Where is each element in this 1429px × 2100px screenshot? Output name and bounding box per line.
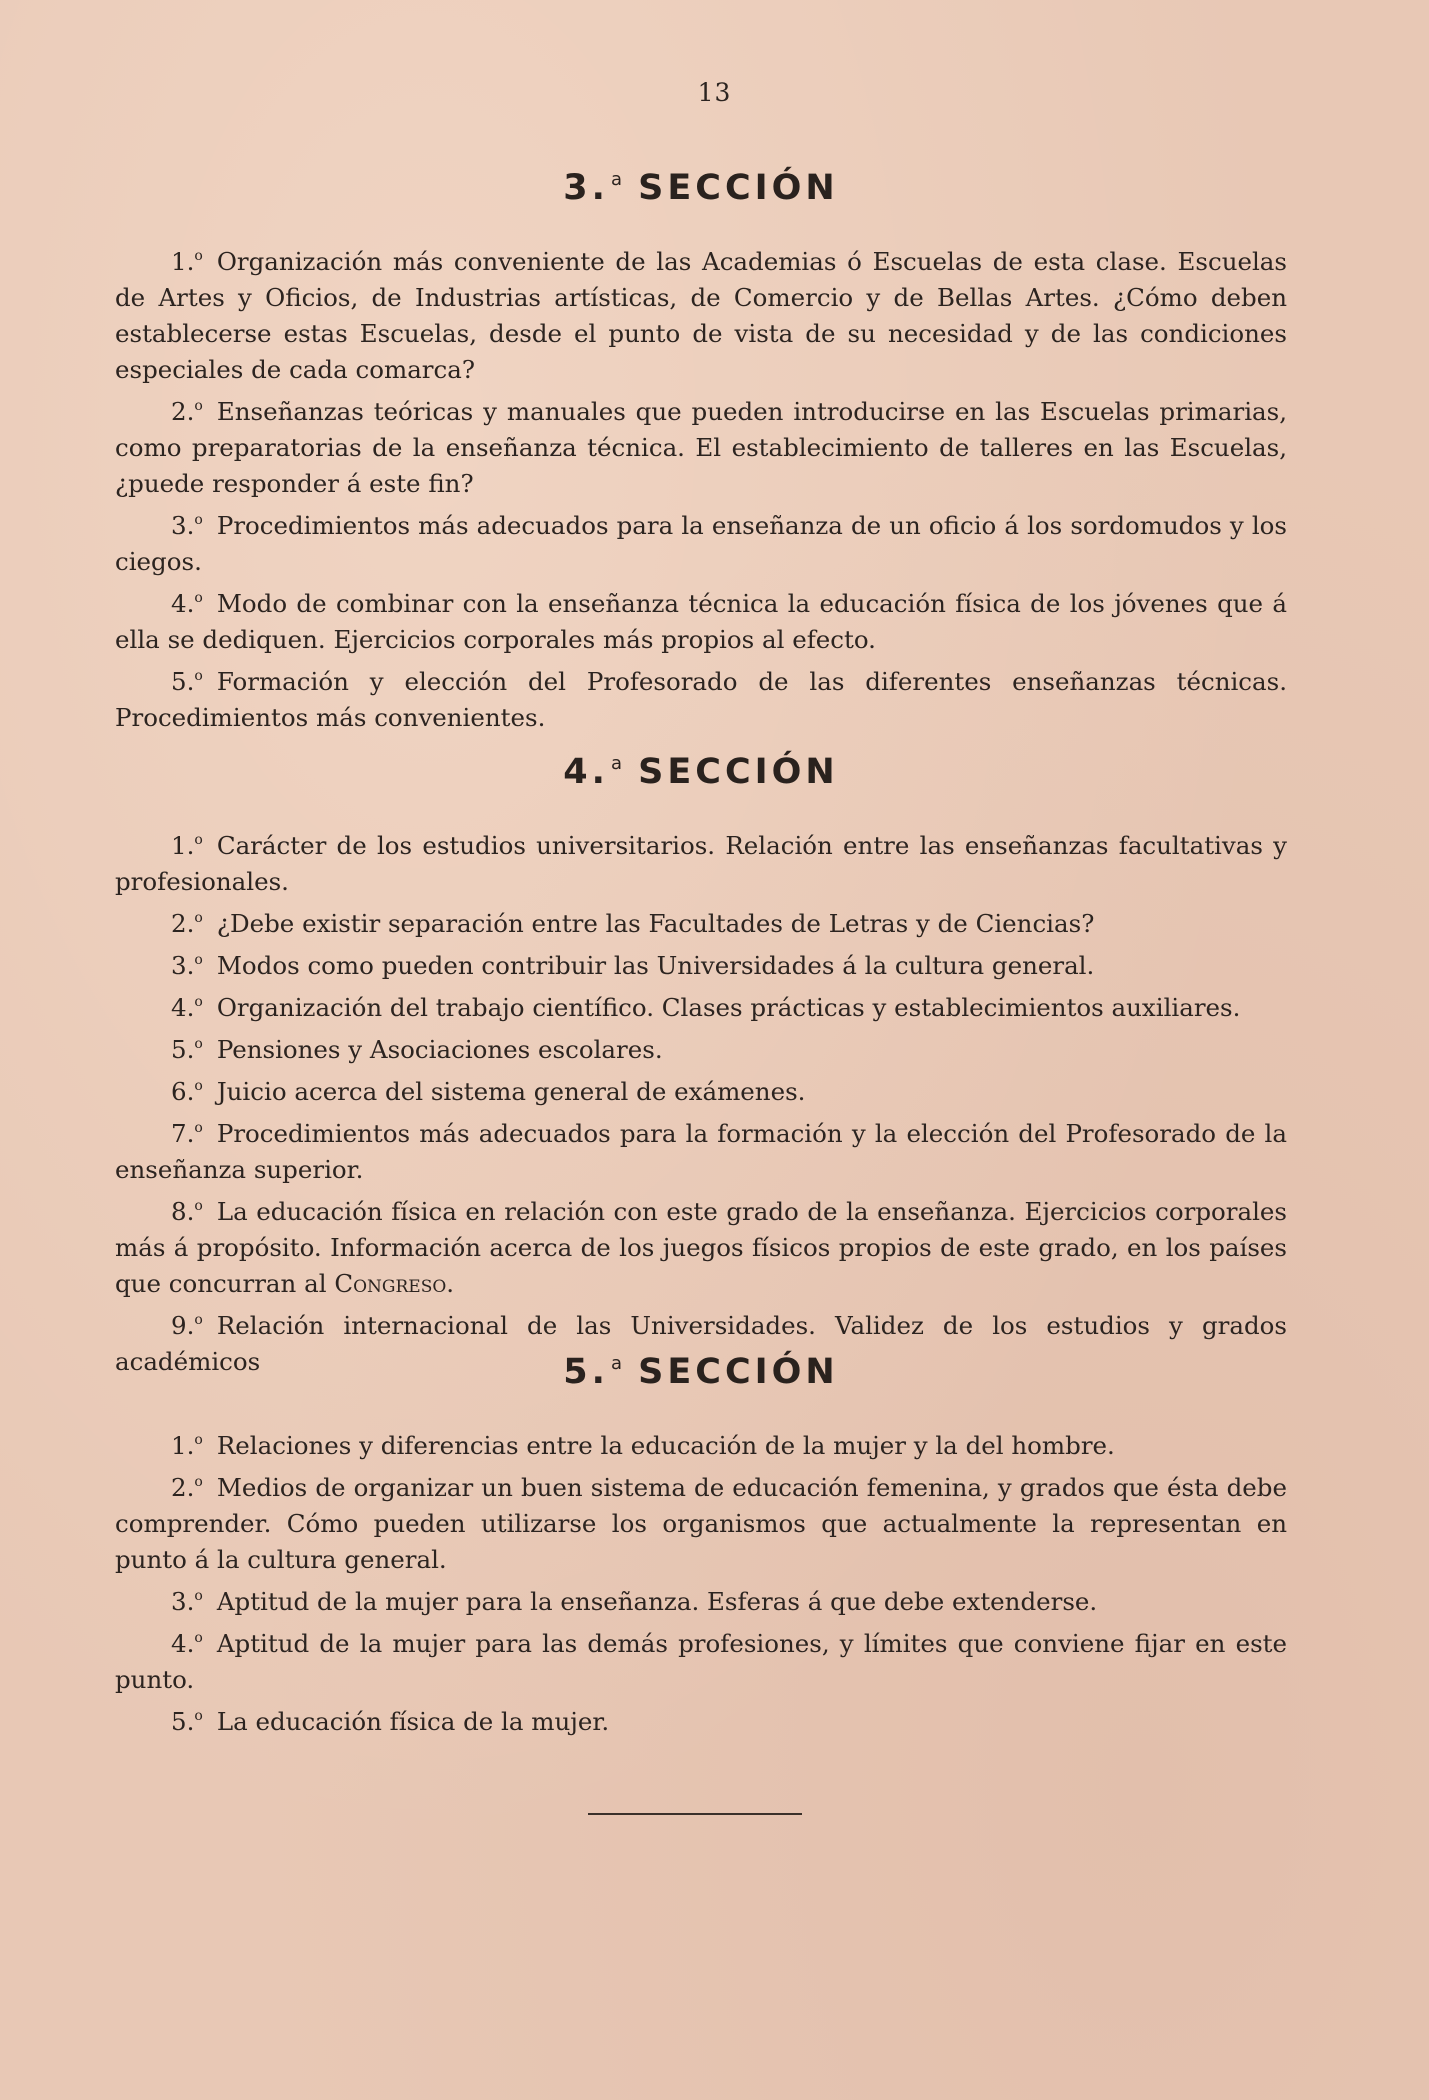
item-number: 9.$^o$ xyxy=(171,1311,203,1340)
item-number: 2.$^o$ xyxy=(171,1473,203,1502)
list-item xyxy=(115,1464,1287,1578)
list-item xyxy=(115,580,1287,658)
item-number: 7.$^o$ xyxy=(171,1119,203,1148)
item-text: Procedimientos más adecuados para la enseñanza de un oficio á los sordomudos y los ciegos. xyxy=(115,511,1287,576)
list-item xyxy=(115,822,1287,900)
item-text: La educación física de la mujer. xyxy=(216,1707,610,1736)
list-item xyxy=(115,942,1287,984)
item-number: 2.$^o$ xyxy=(171,397,203,426)
item-text: Aptitud de la mujer para las demás profesiones, y límites que conviene fijar en este punto. xyxy=(115,1629,1287,1694)
item-text: Modos como pueden contribuir las Universidades á la cultura general. xyxy=(216,951,1095,980)
item-number: 5.$^o$ xyxy=(171,1707,203,1736)
list-item xyxy=(115,658,1287,736)
item-text: Aptitud de la mujer para la enseñanza. Esferas á que debe extenderse. xyxy=(216,1587,1098,1616)
item-text: Medios de organizar un buen sistema de educación femenina, y grados que ésta debe comprender. Cómo pueden utilizarse los organismos que actualmente la representan en punto á la cultura general. xyxy=(115,1473,1287,1574)
item-text: ¿Debe existir separación entre las Facultades de Letras y de Ciencias? xyxy=(216,909,1095,938)
section-title-word: SECCIÓN xyxy=(638,752,839,792)
item-number: 5.$^o$ xyxy=(171,1035,203,1064)
section-title-number: 5. xyxy=(563,1352,609,1392)
list-item xyxy=(115,1068,1287,1110)
section-title-word: SECCIÓN xyxy=(638,168,839,208)
list-item xyxy=(115,984,1287,1026)
section-title-number: 3. xyxy=(563,168,609,208)
list-item xyxy=(115,1578,1287,1620)
list-item xyxy=(115,1620,1287,1698)
item-text: Formación y elección del Profesorado de las diferentes enseñanzas técnicas. Procedimientos más convenientes. xyxy=(115,667,1287,732)
item-text: Carácter de los estudios universitarios. Relación entre las enseñanzas facultativas y profesionales. xyxy=(115,831,1287,896)
section-title-ordinal: a xyxy=(610,1353,622,1374)
section-3 xyxy=(115,168,1287,736)
list-item xyxy=(115,1698,1287,1740)
item-number: 1.$^o$ xyxy=(171,247,203,276)
page-number: 13 xyxy=(697,78,732,107)
section-title-ordinal: a xyxy=(610,169,622,190)
closing-rule xyxy=(588,1813,802,1815)
item-text: Juicio acerca del sistema general de exámenes. xyxy=(216,1077,806,1106)
item-number: 5.$^o$ xyxy=(171,667,203,696)
list-item xyxy=(115,900,1287,942)
item-number: 1.$^o$ xyxy=(171,1431,203,1460)
item-number: 4.$^o$ xyxy=(171,1629,203,1658)
item-text: Enseñanzas teóricas y manuales que pueden introducirse en las Escuelas primarias, como preparatorias de la enseñanza técnica. El establecimiento de talleres en las Escuelas, ¿puede responder á este fin? xyxy=(115,397,1287,498)
item-text: Organización del trabajo científico. Clases prácticas y establecimientos auxiliares. xyxy=(216,993,1241,1022)
item-text: Procedimientos más adecuados para la formación y la elección del Profesorado de la enseñanza superior. xyxy=(115,1119,1287,1184)
item-number: 4.$^o$ xyxy=(171,589,203,618)
item-text: Relación internacional de las Universidades. Validez de los estudios y grados académicos xyxy=(115,1311,1287,1376)
section-title-number: 4. xyxy=(563,752,609,792)
list-item xyxy=(115,1188,1287,1302)
item-text: Organización más conveniente de las Academias ó Escuelas de esta clase. Escuelas de Artes y Oficios, de Industrias artísticas, de Comercio y de Bellas Artes. ¿Cómo deben establecerse estas Escuelas, desde el punto de vista de su necesidad y de las condiciones especiales de cada comarca? xyxy=(115,247,1287,384)
section-title xyxy=(115,752,1287,792)
item-text-smallcaps: Congreso. xyxy=(334,1269,455,1298)
item-number: 3.$^o$ xyxy=(171,511,203,540)
section-title-word: SECCIÓN xyxy=(638,1352,839,1392)
item-text: Modo de combinar con la enseñanza técnica la educación física de los jóvenes que á ella se dediquen. Ejercicios corporales más propios al efecto. xyxy=(115,589,1287,654)
item-text: Pensiones y Asociaciones escolares. xyxy=(216,1035,663,1064)
section-4 xyxy=(115,752,1287,1380)
list-item xyxy=(115,1026,1287,1068)
section-title xyxy=(115,168,1287,208)
item-number: 8.$^o$ xyxy=(171,1197,203,1226)
item-number: 6.$^o$ xyxy=(171,1077,203,1106)
section-title-ordinal: a xyxy=(610,753,622,774)
item-number: 3.$^o$ xyxy=(171,951,203,980)
item-number: 4.$^o$ xyxy=(171,993,203,1022)
item-text: La educación física en relación con este grado de la enseñanza. Ejercicios corporales más á propósito. Información acerca de los juegos físicos propios de este grado, en los países que concurran al xyxy=(115,1197,1287,1298)
item-number: 1.$^o$ xyxy=(171,831,203,860)
list-item xyxy=(115,1110,1287,1188)
list-item xyxy=(115,1422,1287,1464)
item-text: Relaciones y diferencias entre la educación de la mujer y la del hombre. xyxy=(216,1431,1115,1460)
item-number: 3.$^o$ xyxy=(171,1587,203,1616)
list-item xyxy=(115,388,1287,502)
item-number: 2.$^o$ xyxy=(171,909,203,938)
section-5 xyxy=(115,1352,1287,1740)
list-item xyxy=(115,502,1287,580)
section-title xyxy=(115,1352,1287,1392)
list-item xyxy=(115,238,1287,388)
